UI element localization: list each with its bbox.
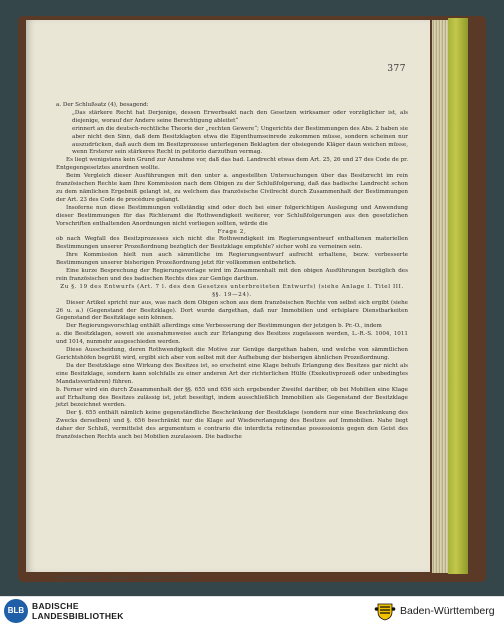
footer-sheet-number: 61 [402,576,408,581]
text-paragraph: Insoferne nun diese Bestimmungen vollständig sind oder doch bei einer folgerichtigen Auslegung und Anwendung dieser Bestimmungen für das Richteramt die Rothwendigkeit weiterer, vor Schlußfolgerungen aus den gesetzlichen Vorschriften enthaltenden Anordnungen nicht vorliegen sollten, würde die [56,204,408,227]
footer-branding-bar [0,596,504,626]
blb-logo-icon[interactable]: BLB [4,599,28,623]
blb-name[interactable] [32,601,124,621]
text-paragraph: Da der Besitzklage eine Wirkung des Besitzes ist, so erscheint eine Klage behufs Erlangung des Besitzes gar nicht als eine Besitzklage, sondern kann solchfalls zu einer anderen Art der richterlichen Hülfe (Exekutivprozeß oder unbedingtes Mandatsverfahren) führen. [56,362,408,385]
page-number: 377 [387,64,406,74]
text-paragraph: Diese Ausscheidung, deren Rothwendigkeit die Motive zur Genüge dargethan haben, und welche von sämmtlichen Gerichtshöfen begrüßt wird, ergibt sich aber von selbst mit der Aufhebung der bisherigen ähnlichen Prozeßordnung. [56,347,408,361]
text-paragraph: Dieser Artikel spricht nur aus, was nach dem Obigen schon aus dem französischen Rechte von selbst sich ergibt (siehe 26 u. a.) (Gegenstand der Besitzklage). Dort wurde dargethan, daß nur Immobilien und erfsiplare Dienstbarkeiten Gegenstand der Besitzklage sein können. [56,299,408,322]
text-paragraph: „Das stärkere Recht hat Derjenige, dessen Erwerbsakt nach den Gesetzen wirksamer oder vorzüglicher ist, als diejenige, worauf der Andere seine Berechtigung ableitet“ [72,109,408,124]
page-footer [56,576,408,581]
text-paragraph: b. Ferner wird ein durch Zusammenhalt der §§. 655 und 656 sich ergebender Zweifel darüber, ob bei Mobilien eine Klage auf Erhaltung des Besitzes zulässig ist, jetzt beseitigt, indem ausschließlich Immobilien als Gegenstand der Besitzklage jetzt bezeichnet werden. [56,386,408,409]
text-paragraph: Eine kurze Besprechung der Regierungsvorlage wird im Zusammenhalt mit den obigen Ausführungen bezüglich des rein französischen und des badischen Rechts dies zur Genüge darthun. [56,268,408,282]
text-paragraph: Frage 2, [217,228,247,235]
text-paragraph: Der Regierungsvorschlag enthält allerdings eine Verbesserung der Bestimmungen der jetzigen b. Pr.-O., indem [66,323,382,330]
text-paragraph: Der §. 655 enthält nämlich keine gegenständliche Beschränkung der Besitzklage (sondern nur eine Beschränkung des Zwecks derselben) und §. 656 beschränkt nur die Klage auf Wiedererlangung des Besitzes auf Immobilien. Nahe liegt daher der Schluß, vermittelst des argumentum e contrario die interdicta retinendae possessionis gegen den Geist des französischen Rechts auch bei Mobilien zuzulassen. Die badische [56,410,408,441]
text-paragraph: erinnert an die deutsch-rechtliche Theorie der „rechten Gewere“; Ungerichts der Bestimmungen des Abs. 2 haben sie aber nicht den Sinn, daß dem Besitzklagten etwa die Eigenthumseinrede zukommen müsse, sondern scheinen nur auszudrücken, daß auch dem im Besitzprozesse unterlegenen Beklagten der obsiegende Kläger daun weichen müsse, wenn Ersterer sein stärkeres Recht in petitorio darzuthun vermag. [72,125,408,156]
baden-wuerttemberg-name[interactable]: Baden-Württemberg [400,605,495,617]
text-paragraph: Beim Vergleich dieser Ausführungen mit den unter a. angestellten Untersuchungen über das Besitzrecht im rein französischen Rechte kam Ihre Kommission nach dem Obigen zu der Schlußfolgerung, daß das badische Landrecht schon zu dem nämlichen Ergebniß gelangt ist, zu welchem das französische Civilrecht durch Zusammenhalt der Bestimmungen der Art. 23 des Code de procédure gelangt. [56,173,408,203]
footer-publication: Verhandlungen der 2. Kammer. 45 Beilagenheft 1877/78. [56,576,190,581]
page-body-text [56,102,408,442]
text-paragraph: a. die Besitzklagen, soweit sie ausnahmsweise auch zur Erlangung des Besitzes zugelassen werden, L.-R.-S. 1004, 1011 und 1014, nunmehr ausgeschieden werden. [56,331,408,346]
blb-name-line1: BADISCHE [32,601,79,611]
blb-name-line2: LANDESBIBLIOTHEK [32,611,124,621]
text-paragraph: Es liegt wenigstens kein Grund zur Annahme vor, daß das bad. Landrecht etwas dem Art. 25, 26 und 27 des Code de pr. Entgegengesetztes anordnen wollte. [56,157,408,172]
text-paragraph: a. Der Schlußsatz (4), besagend: [56,102,149,108]
text-paragraph: Zu §. 19 des Entwurfs (Art. 7 l. des den Gesetzes unterbreiteten Entwurfs) (siehe Anlage I. Titel III. §§. 19—24). [60,283,404,298]
text-paragraph: ob nach Wegfall des Besitzprozesses sich nicht die Rothwendigkeit im Regierungsentwurf enthaltenen materiellen Bestimmungen unserer Prozeßordnung bezüglich der Besitzklage empfehle? sicher wohl zu verneinen sein. [56,236,408,251]
page-edge-colored [448,18,468,574]
text-paragraph: Ihre Kommission hielt nun auch sämmtliche im Regierungsentwurf aufrecht erhaltene, bezw. verbesserte Bestimmungen unserer bisherigen Prozeßordnung jetzt für vollkommen entbehrlich. [56,252,408,267]
baden-wuerttemberg-coat-of-arms-icon[interactable] [374,601,396,621]
book-page [26,20,430,581]
